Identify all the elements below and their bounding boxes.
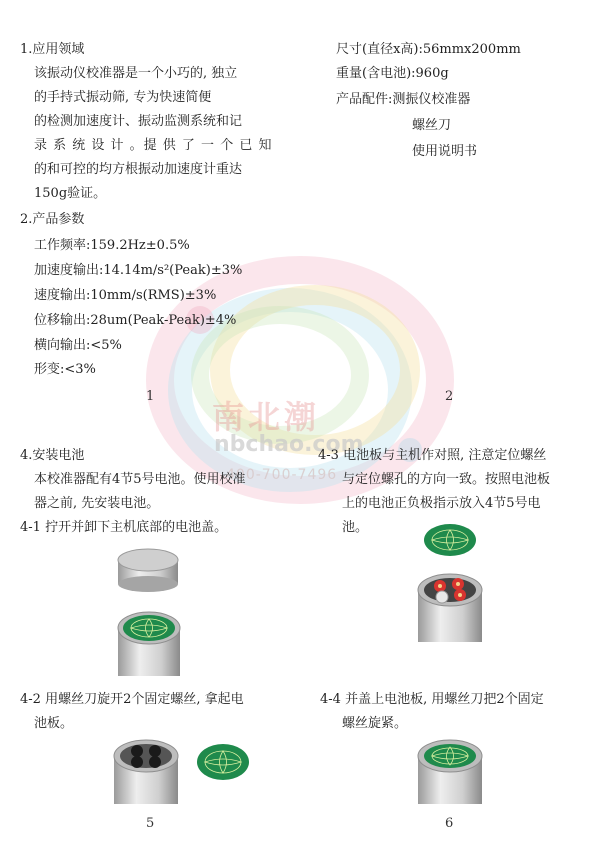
spec-accessories: 产品配件:测振仪校准器 bbox=[336, 92, 471, 107]
page-number: 6 bbox=[445, 816, 454, 831]
section-1-line: 的检测加速度计、振动监测系统和记 bbox=[34, 114, 243, 129]
param-line: 位移输出:28um(Peak-Peak)±4% bbox=[34, 313, 237, 328]
spec-accessory-manual: 使用说明书 bbox=[412, 144, 478, 159]
param-line: 形变:<3% bbox=[34, 362, 96, 377]
step-4-2: 池板。 bbox=[34, 716, 74, 731]
section-1-heading: 1.应用领域 bbox=[20, 42, 85, 57]
page-number: 2 bbox=[445, 389, 454, 404]
step-4-3: 与定位螺孔的方向一致。按照电池板 bbox=[342, 472, 551, 487]
spec-weight: 重量(含电池):960g bbox=[336, 66, 449, 81]
step-4-3: 4-3 电池板与主机作对照, 注意定位螺丝 bbox=[318, 448, 547, 463]
battery-insertion-illustration bbox=[412, 518, 492, 642]
section-1-line: 的和可控的均方根振动加速度计重达 bbox=[34, 162, 243, 177]
battery-cover-removal-illustration bbox=[112, 548, 192, 676]
watermark-brand: 南北潮 bbox=[212, 398, 321, 436]
step-4-3: 池。 bbox=[342, 520, 369, 535]
param-line: 速度输出:10mm/s(RMS)±3% bbox=[34, 288, 217, 303]
section-4-heading: 4.安装电池 bbox=[20, 448, 85, 463]
section-1-line: 的手持式振动筛, 专为快速简便 bbox=[34, 90, 212, 105]
section-4-intro: 器之前, 先安装电池。 bbox=[34, 496, 160, 511]
step-4-4: 4-4 并盖上电池板, 用螺丝刀把2个固定 bbox=[320, 692, 544, 707]
page-number: 5 bbox=[146, 816, 155, 831]
section-1-line: 该振动仪校准器是一个小巧的, 独立 bbox=[34, 66, 238, 81]
battery-board-installed-illustration bbox=[414, 736, 490, 804]
spec-size: 尺寸(直径x高):56mmx200mm bbox=[336, 42, 521, 57]
battery-board-removal-illustration bbox=[110, 736, 250, 804]
watermark-site: nbchao.com bbox=[214, 432, 364, 457]
section-1-line: 150g验证。 bbox=[34, 186, 107, 201]
step-4-4: 螺丝旋紧。 bbox=[342, 716, 408, 731]
step-4-2: 4-2 用螺丝刀旋开2个固定螺丝, 拿起电 bbox=[20, 692, 244, 707]
step-4-1: 4-1 拧开并卸下主机底部的电池盖。 bbox=[20, 520, 228, 535]
section-1-line: 录 系 统 设 计 。提 供 了 一 个 已 知 bbox=[34, 138, 273, 153]
param-line: 横向输出:<5% bbox=[34, 338, 122, 353]
step-4-3: 上的电池正负极指示放入4节5号电 bbox=[342, 496, 541, 511]
section-2-heading: 2.产品参数 bbox=[20, 212, 85, 227]
param-line: 工作频率:159.2Hz±0.5% bbox=[34, 238, 190, 253]
param-line: 加速度输出:14.14m/s²(Peak)±3% bbox=[34, 263, 243, 278]
watermark-phone: 400-700-7496 bbox=[226, 467, 338, 483]
section-4-intro: 本校准器配有4节5号电池。使用校准 bbox=[34, 472, 246, 487]
spec-accessory-screwdriver: 螺丝刀 bbox=[412, 118, 452, 133]
page-number: 1 bbox=[146, 389, 155, 404]
